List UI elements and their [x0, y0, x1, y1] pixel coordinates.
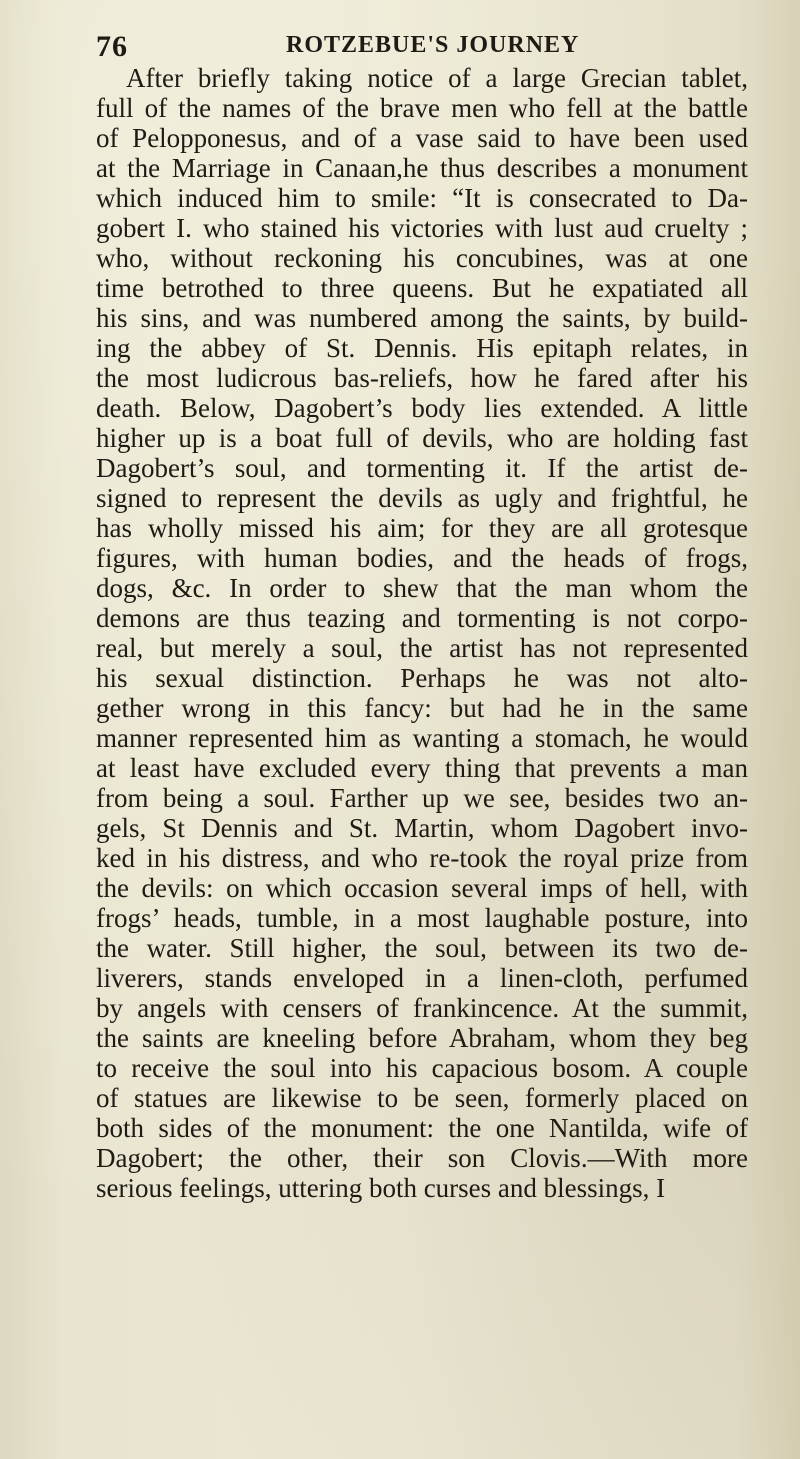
text-line: ked in his distress, and who re-took the royal prize from	[96, 843, 748, 873]
text-line: serious feelings, uttering both curses and blessings, I	[96, 1173, 666, 1203]
text-line: real, but merely a soul, the artist has not represented	[96, 633, 748, 663]
text-line: manner represented him as wanting a stomach, he would	[96, 723, 748, 753]
text-line: Dagobert; the other, their son Clovis.—With more	[96, 1143, 748, 1173]
text-line: gels, St Dennis and St. Martin, whom Dagobert invo-	[96, 813, 748, 843]
body-text	[96, 63, 748, 1203]
text-line: the devils: on which occasion several imps of hell, with	[96, 873, 748, 903]
text-line: to receive the soul into his capacious bosom. A couple	[96, 1053, 748, 1083]
text-line: at the Marriage in Canaan,he thus describes a monument	[96, 153, 748, 183]
text-line: which induced him to smile: “It is consecrated to Da-	[96, 183, 748, 213]
text-line: who, without reckoning his concubines, was at one	[96, 243, 748, 273]
page-header	[96, 30, 736, 64]
text-line: ing the abbey of St. Dennis. His epitaph relates, in	[96, 333, 748, 363]
text-line: Dagobert’s soul, and tormenting it. If the artist de-	[96, 453, 748, 483]
text-line: at least have excluded every thing that prevents a man	[96, 753, 748, 783]
text-line: frogs’ heads, tumble, in a most laughable posture, into	[96, 903, 748, 933]
text-line: gobert I. who stained his victories with lust aud cruelty ;	[96, 213, 748, 243]
text-line: his sexual distinction. Perhaps he was not alto-	[96, 663, 748, 693]
text-line: of statues are likewise to be seen, formerly placed on	[96, 1083, 748, 1113]
text-line: time betrothed to three queens. But he expatiated all	[96, 273, 748, 303]
text-line: the most ludicrous bas-reliefs, how he fared after his	[96, 363, 748, 393]
text-line: death. Below, Dagobert’s body lies extended. A little	[96, 393, 748, 423]
text-line: his sins, and was numbered among the saints, by build-	[96, 303, 748, 333]
page-number: 76	[96, 30, 128, 63]
text-line: the water. Still higher, the soul, between its two de-	[96, 933, 748, 963]
text-line: from being a soul. Farther up we see, besides two an-	[96, 783, 748, 813]
text-line: After briefly taking notice of a large Grecian tablet,	[126, 63, 748, 93]
text-line: liverers, stands enveloped in a linen-cloth, perfumed	[96, 963, 748, 993]
text-line: higher up is a boat full of devils, who are holding fast	[96, 423, 748, 453]
text-line: dogs, &c. In order to shew that the man whom the	[96, 573, 748, 603]
text-line: the saints are kneeling before Abraham, whom they beg	[96, 1023, 748, 1053]
text-line: signed to represent the devils as ugly and frightful, he	[96, 483, 748, 513]
running-head: ROTZEBUE'S JOURNEY	[286, 32, 580, 58]
text-line: both sides of the monument: the one Nantilda, wife of	[96, 1113, 748, 1143]
text-line: by angels with censers of frankincence. At the summit,	[96, 993, 748, 1023]
text-line: figures, with human bodies, and the heads of frogs,	[96, 543, 748, 573]
text-line: has wholly missed his aim; for they are all grotesque	[96, 513, 748, 543]
text-line: full of the names of the brave men who fell at the battle	[96, 93, 748, 123]
text-line: of Pelopponesus, and of a vase said to have been used	[96, 123, 748, 153]
text-line: gether wrong in this fancy: but had he in the same	[96, 693, 748, 723]
text-line: demons are thus teazing and tormenting is not corpo-	[96, 603, 748, 633]
